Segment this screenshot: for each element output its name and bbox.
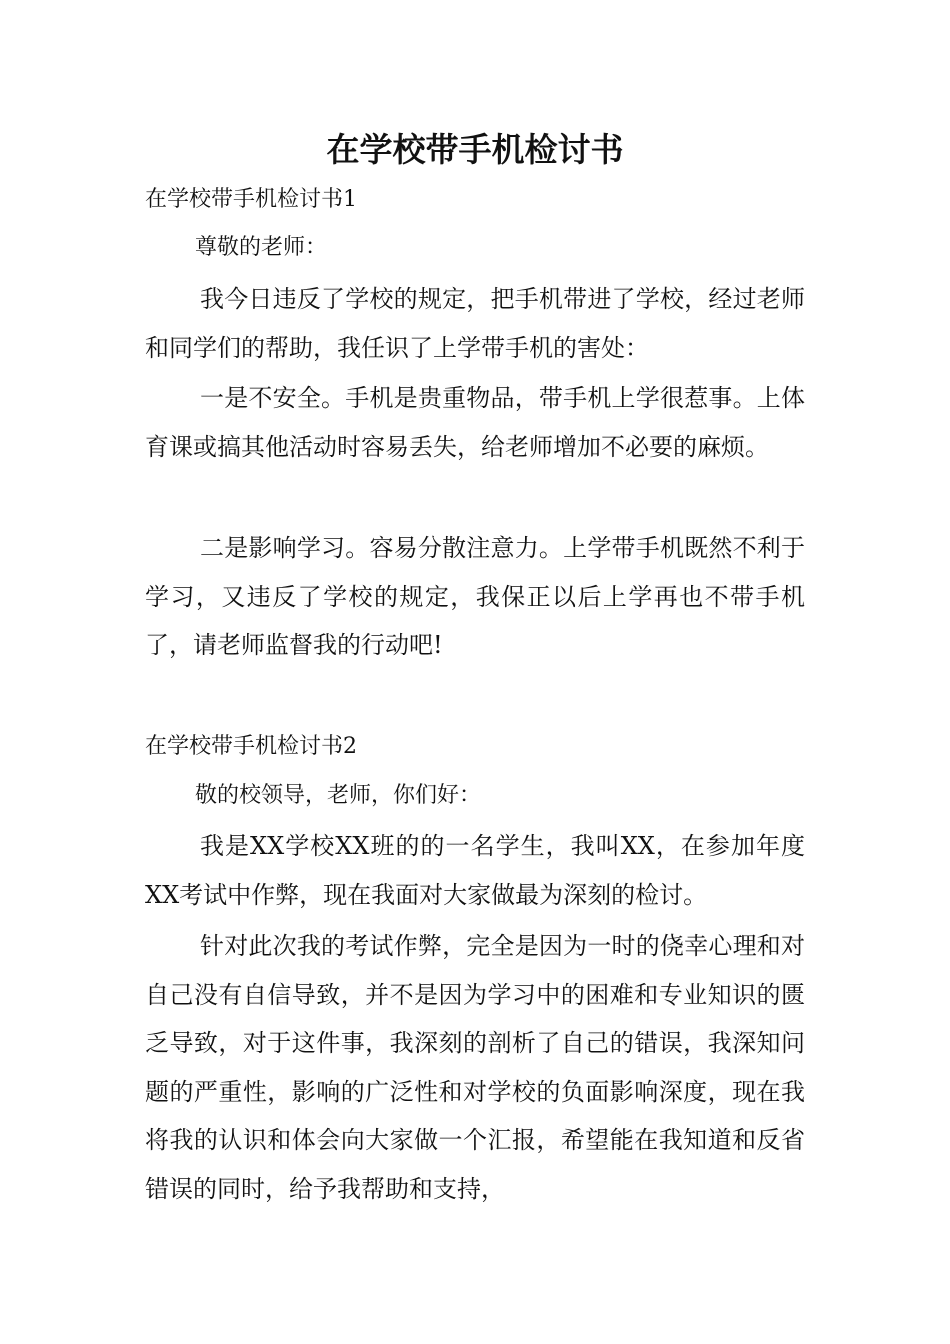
section-1-salutation: 尊敬的老师：: [195, 235, 328, 260]
section-2-heading: 在学校带手机检讨书2: [145, 734, 357, 759]
section-1-heading: 在学校带手机检讨书1: [145, 187, 357, 212]
section-2-paragraph-2: 针对此次我的考试作弊，完全是因为一时的侥幸心理和对自己没有自信导致，并不是因为学习中的困难和专业知识的匮乏导致，对于这件事，我深刻的剖析了自己的错误，我深知问题的严重性，影响的广泛性和对学校的负面影响深度，现在我将我的认识和体会向大家做一个汇报，希望能在我知道和反省错误的同时，给予我帮助和支持，: [145, 932, 805, 1203]
section-1-paragraph-3: 二是影响学习。容易分散注意力。上学带手机既然不利于学习，又违反了学校的规定，我保正以后上学再也不带手机了，请老师监督我的行动吧!: [145, 534, 805, 659]
section-2-salutation: 敬的校领导，老师，你们好：: [195, 783, 482, 808]
section-1-paragraph-2: 一是不安全。手机是贵重物品，带手机上学很惹事。上体育课或搞其他活动时容易丢失，给老师增加不必要的麻烦。: [145, 384, 805, 461]
section-2-paragraph-1: 我是XX学校XX班的的一名学生，我叫XX，在参加年度XX考试中作弊，现在我面对大家做最为深刻的检讨。: [145, 832, 805, 909]
document-title: 在学校带手机检讨书: [326, 130, 624, 169]
section-1-paragraph-1: 我今日违反了学校的规定，把手机带进了学校，经过老师和同学们的帮助，我任识了上学带手机的害处：: [145, 285, 805, 362]
